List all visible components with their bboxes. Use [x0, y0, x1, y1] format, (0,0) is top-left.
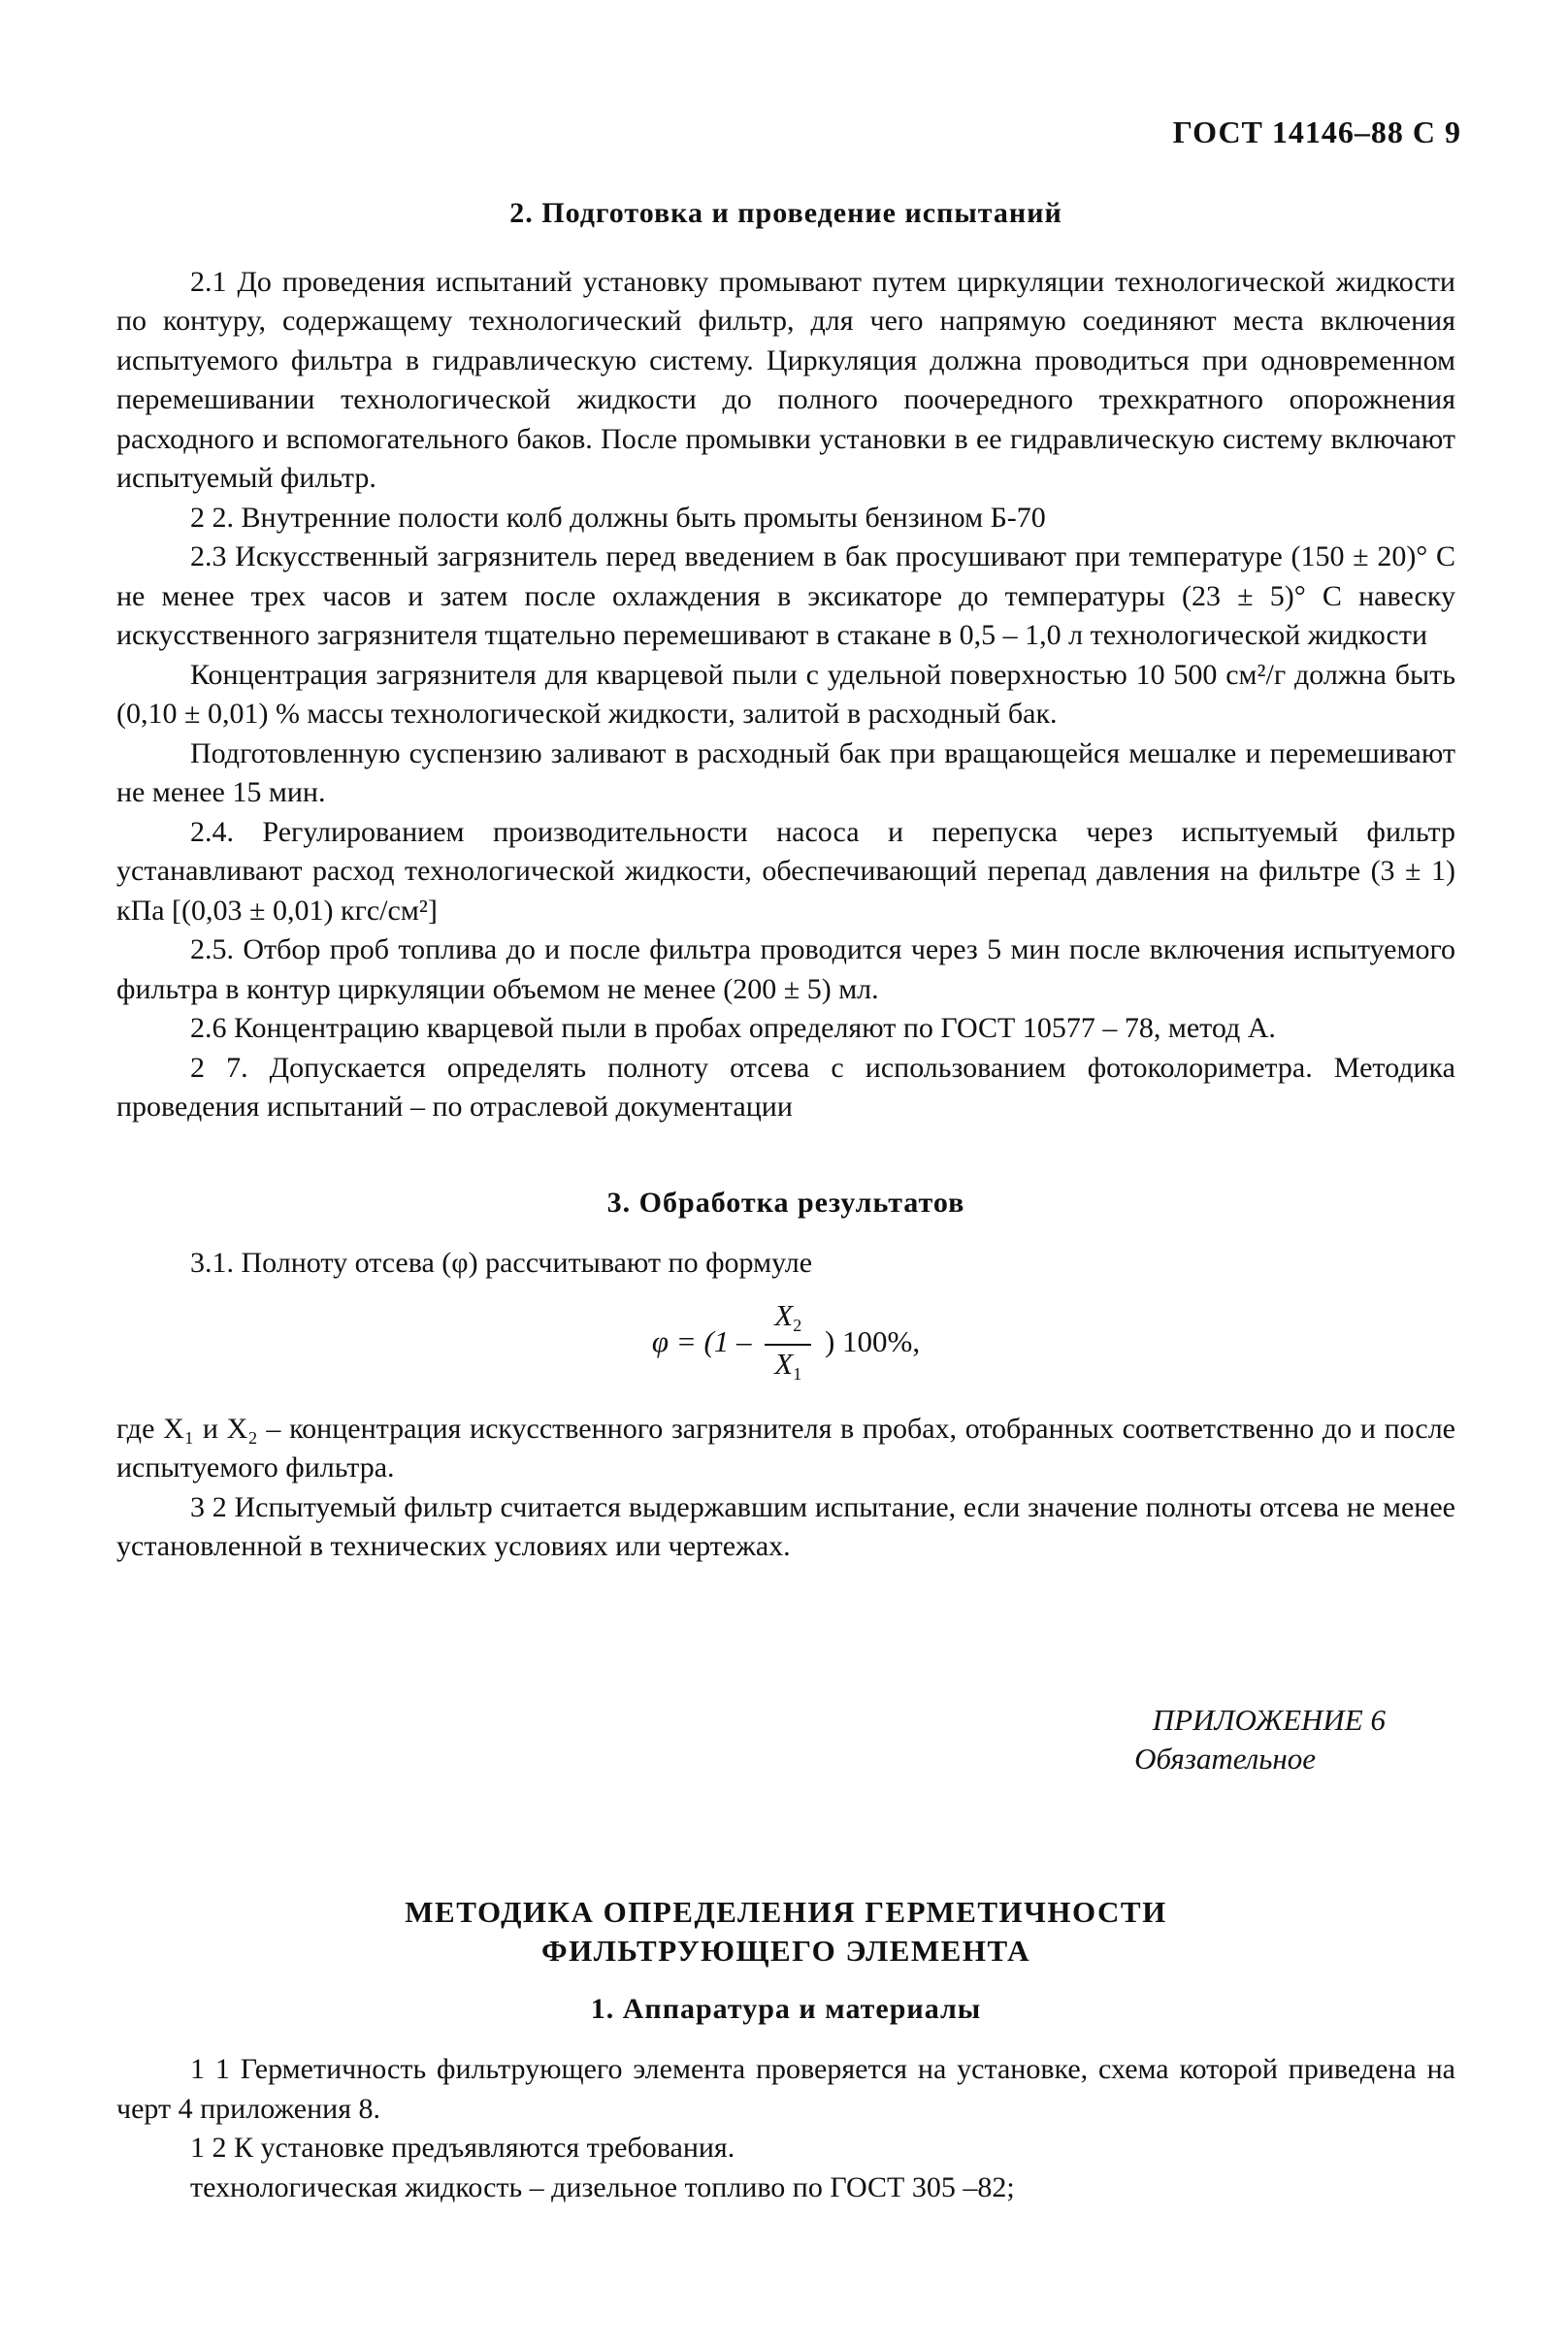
method-title-line-1: МЕТОДИКА ОПРЕДЕЛЕНИЯ ГЕРМЕТИЧНОСТИ — [405, 1894, 1167, 1929]
paragraph-concentration: Концентрация загрязнителя для кварцевой пыли с удельной поверхностью 10 500 см²/г должна быть (0,10 ± 0,01) % массы технологической жидкости, залитой в расходный бак. — [116, 658, 1455, 730]
appendix-number: ПРИЛОЖЕНИЕ 6 — [1152, 1702, 1386, 1737]
formula — [652, 1297, 920, 1392]
paragraph-m-1-2: 1 2 К установке предъявляются требования. — [190, 2132, 735, 2164]
formula-fraction — [765, 1297, 811, 1392]
paragraph-where: где X₁ и X₂ – концентрация искусственного загрязнителя в пробах, отобранных соответственно до и после испытуемого фильтра. — [116, 1412, 1455, 1483]
formula-denominator — [765, 1346, 811, 1392]
paragraph-m-liquid: технологическая жидкость – дизельное топливо по ГОСТ 305 –82; — [190, 2170, 1015, 2203]
formula-block — [116, 1297, 1455, 1404]
method-title — [116, 1893, 1455, 1971]
method-subtitle: 1. Аппаратура и материалы — [590, 1992, 982, 2025]
section-2-title: 2. Подготовка и проведение испытаний — [509, 197, 1062, 229]
document-body — [116, 194, 1455, 2207]
appendix-label — [116, 1701, 1386, 1778]
formula-rhs: ) 100%, — [824, 1323, 921, 1358]
paragraph-2-7: 2 7. Допускается определять полноту отсева с использованием фотоколориметра. Методика проведения испытаний – по отраслевой документации — [116, 1051, 1455, 1123]
section-3-title: 3. Обработка результатов — [606, 1186, 965, 1219]
appendix-status: Обязательное — [1134, 1741, 1316, 1776]
method-title-line-2: ФИЛЬТРУЮЩЕГО ЭЛЕМЕНТА — [541, 1933, 1030, 1968]
paragraph-2-4: 2.4. Регулированием производительности насоса и перепуска через испытуемый фильтр устанавливают расход технологической жидкости, обеспечивающий перепад давления на фильтре (3 ± 1) кПа [(0,03 ± 0,01) кгс/см²] — [116, 815, 1455, 927]
paragraph-suspension: Подготовленную суспензию заливают в расходный бак при вращающейся мешалке и перемешивают не менее 15 мин. — [116, 736, 1455, 808]
formula-denominator-sub: 1 — [793, 1363, 802, 1384]
paragraph-2-2: 2 2. Внутренние полости колб должны быть промыты бензином Б-70 — [190, 501, 1046, 534]
paragraph-2-6: 2.6 Концентрацию кварцевой пыли в пробах определяют по ГОСТ 10577 – 78, метод А. — [190, 1012, 1276, 1044]
paragraph-2-1: 2.1 До проведения испытаний установку промывают путем циркуляции технологической жидкости по контуру, содержащему технологический фильтр, для чего напрямую соединяют места включения испытуемого фильтра в гидравлическую систему. Циркуляция должна проводиться при одновременном перемешивании технологической жидкости до полного поочередного трехкратного опорожнения расходного и вспомогательного баков. После промывки установки в ее гидравлическую систему включают испытуемый фильтр. — [116, 265, 1455, 494]
gost-header: ГОСТ 14146–88 С 9 — [1172, 114, 1461, 149]
formula-numerator-sub: 2 — [793, 1315, 802, 1335]
paragraph-m-1-1: 1 1 Герметичность фильтрующего элемента проверяется на установке, схема которой приведена на черт 4 приложения 8. — [116, 2053, 1455, 2125]
formula-denominator-var: X — [774, 1346, 794, 1381]
paragraph-2-5: 2.5. Отбор проб топлива до и после фильтра проводится через 5 мин после включения испытуемого фильтра в контур циркуляции объемом не менее (200 ± 5) мл. — [116, 933, 1455, 1005]
paragraph-3-1: 3.1. Полноту отсева (φ) рассчитывают по формуле — [190, 1247, 813, 1279]
paragraph-3-2: 3 2 Испытуемый фильтр считается выдержавшим испытание, если значение полноты отсева не менее установленной в технических условиях или чертежах. — [116, 1490, 1455, 1562]
formula-numerator-var: X — [774, 1297, 794, 1332]
paragraph-2-3: 2.3 Искусственный загрязнитель перед введением в бак просушивают при температуре (150 ± 20)° С не менее трех часов и затем после охлаждения в эксикаторе до температуры (23 ± 5)° С навеску искусственного загрязнителя тщательно перемешивают в стакане в 0,5 – 1,0 л технологической жидкости — [116, 540, 1455, 651]
formula-numerator — [765, 1297, 811, 1346]
formula-lhs: φ = (1 – — [651, 1323, 752, 1358]
